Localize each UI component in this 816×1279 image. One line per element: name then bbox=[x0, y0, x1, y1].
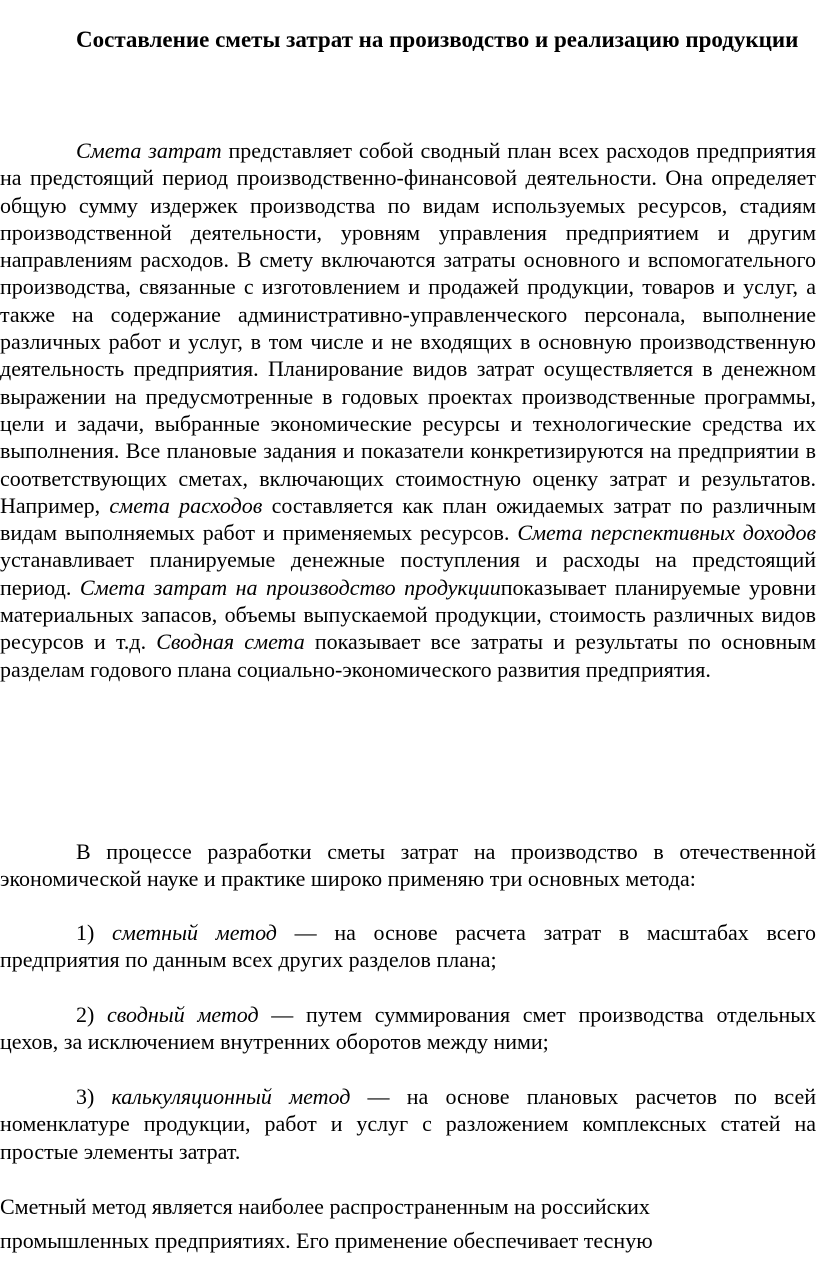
term-smeta-zatrat: Смета затрат bbox=[76, 138, 222, 163]
method-name: сводный метод bbox=[107, 1002, 259, 1027]
list-number: 2) bbox=[76, 1002, 108, 1027]
term-smeta-perspektivnyh-dohodov: Смета перспективных доходов bbox=[517, 520, 816, 546]
paragraph-text: показывает планируемые уровни материальных запасов, объемы выпускаемой продукции, стоимость различных видов ресурсов и т.д. bbox=[0, 574, 816, 655]
paragraph-smeta-method-usage: Сметный метод является наиболее распространенным на российских промышленных предприятиях. Его применение обеспечивает тесную bbox=[0, 1194, 653, 1253]
method-description: — путем суммирования смет производства отдельных цехов, за исключением внутренних оборотов между ними; bbox=[0, 1002, 816, 1055]
method-description: — на основе расчета затрат в масштабах всего предприятия по данным всех других разделов плана; bbox=[0, 920, 816, 973]
paragraph-text: показывает все затраты и результаты по основным разделам годового плана социально-экономического развития предприятия. bbox=[0, 629, 816, 682]
method-name: калькуляционный метод bbox=[111, 1084, 351, 1109]
paragraph-cost-estimate-definition bbox=[0, 137, 816, 683]
term-smeta-rashodov: смета расходов bbox=[109, 492, 263, 518]
paragraph-text: представляет собой сводный план всех расходов предприятия на предстоящий период производственно-финансовой деятельности. Она определяет общую сумму издержек производства по видам используемых ресурсов, стадиям производственной деятельности, уровням управления предприятием и другим направлениям расходов. В смету включаются затраты основного и вспомогательного производства, связанные с изготовлением и продажей продукции, товаров и услуг, а также на содержание административно-управленческого персонала, выполнение различных работ и услуг, в том числе и не входящих в основную производственную деятельность предприятия. Планирование видов затрат осуществляется в денежном выражении на предусмотренные в годовых проектах производственные программы, цели и задачи, выбранные экономические ресурсы и технологические средства их выполнения. Все плановые задания и показатели конкретизируются на предприятии в соответствующих сметах, включающих стоимостную оценку затрат и результатов. Например, bbox=[0, 138, 816, 518]
paragraph-text: устанавливает планируемые денежные поступления и расходы на предстоящий период. bbox=[0, 547, 816, 600]
list-item-method-2 bbox=[0, 1001, 816, 1056]
list-item-method-3 bbox=[0, 1083, 816, 1165]
list-item-method-1 bbox=[0, 919, 816, 974]
term-smeta-zatrat-na-proizvodstvo: Смета затрат на производство продукции bbox=[79, 574, 501, 600]
document-title: Составление сметы затрат на производство и реализацию продукции bbox=[76, 27, 799, 52]
list-number: 3) bbox=[76, 1084, 112, 1109]
term-svodnaya-smeta: Сводная смета bbox=[156, 629, 305, 655]
paragraph-methods-intro: В процессе разработки сметы затрат на производство в отечественной экономической науке и практике широко применяю три основных метода: bbox=[0, 839, 816, 892]
list-number: 1) bbox=[76, 920, 113, 945]
paragraph-text: составляется как план ожидаемых затрат по различным видам выполняемых работ и применяемых ресурсов. bbox=[0, 492, 816, 546]
method-description: — на основе плановых расчетов по всей номенклатуре продукции, работ и услуг с разложением комплексных статей на простые элементы затрат. bbox=[0, 1084, 816, 1164]
method-name: сметный метод bbox=[112, 920, 277, 945]
